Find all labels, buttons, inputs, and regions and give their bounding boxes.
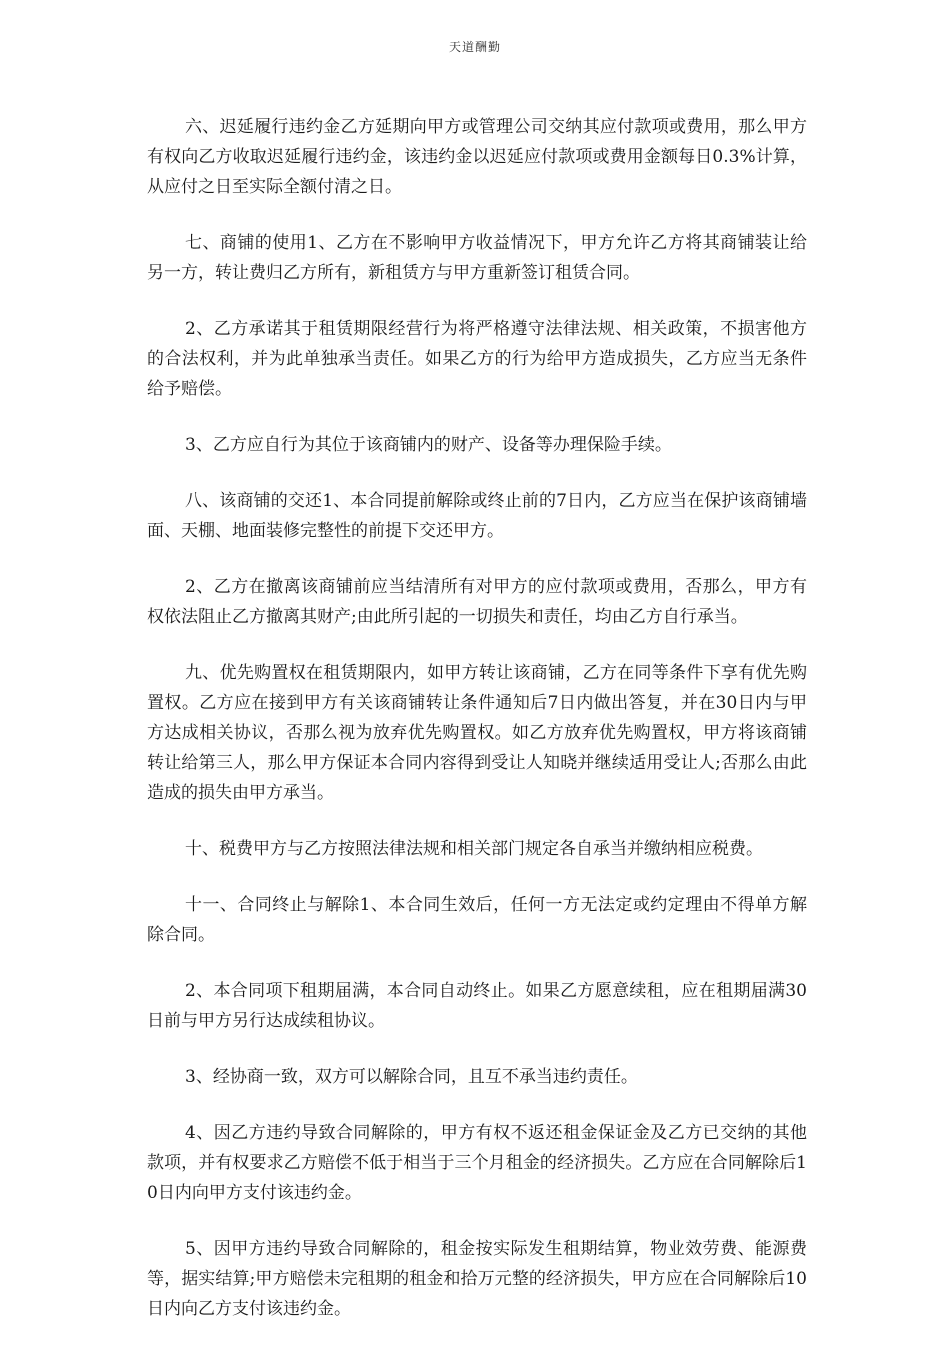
clause-paragraph: 5、因甲方违约导致合同解除的，租金按实际发生租期结算，物业效劳费、能源费等，据实结算;甲方赔偿未完租期的租金和拾万元整的经济损失，甲方应在合同解除后10日内向乙方支付该违约金。 [147, 1239, 807, 1319]
document-body [147, 112, 807, 1350]
page-header: 天道酬勤 [448, 40, 501, 54]
clause-paragraph: 八、该商铺的交还1、本合同提前解除或终止前的7日内，乙方应当在保护该商铺墙面、天棚、地面装修完整性的前提下交还甲方。 [147, 491, 807, 541]
clause-paragraph: 4、因乙方违约导致合同解除的，甲方有权不返还租金保证金及乙方已交纳的其他款项，并有权要求乙方赔偿不低于相当于三个月租金的经济损失。乙方应在合同解除后10日内向甲方支付该违约金。 [147, 1123, 807, 1203]
clause-paragraph: 十、税费甲方与乙方按照法律法规和相关部门规定各自承当并缴纳相应税费。 [185, 839, 763, 859]
clause-paragraph: 六、迟延履行违约金乙方延期向甲方或管理公司交纳其应付款项或费用，那么甲方有权向乙方收取迟延履行违约金，该违约金以迟延应付款项或费用金额每日0.3%计算，从应付之日至实际全额付清之日。 [147, 117, 807, 197]
clause-paragraph: 七、商铺的使用1、乙方在不影响甲方收益情况下，甲方允许乙方将其商铺装让给另一方，转让费归乙方所有，新租赁方与甲方重新签订租赁合同。 [147, 233, 807, 283]
clause-paragraph: 3、乙方应自行为其位于该商铺内的财产、设备等办理保险手续。 [185, 435, 672, 455]
clause-paragraph: 3、经协商一致，双方可以解除合同，且互不承当违约责任。 [185, 1067, 638, 1087]
clause-paragraph: 2、乙方承诺其于租赁期限经营行为将严格遵守法律法规、相关政策，不损害他方的合法权利，并为此单独承当责任。如果乙方的行为给甲方造成损失，乙方应当无条件给予赔偿。 [147, 319, 807, 399]
clause-paragraph: 九、优先购置权在租赁期限内，如甲方转让该商铺，乙方在同等条件下享有优先购置权。乙方应在接到甲方有关该商铺转让条件通知后7日内做出答复，并在30日内与甲方达成相关协议，否那么视为放弃优先购置权。如乙方放弃优先购置权，甲方将该商铺转让给第三人，那么甲方保证本合同内容得到受让人知晓并继续适用受让人;否那么由此造成的损失由甲方承当。 [147, 663, 807, 803]
clause-paragraph: 2、本合同项下租期届满，本合同自动终止。如果乙方愿意续租，应在租期届满30日前与甲方另行达成续租协议。 [147, 981, 807, 1031]
clause-paragraph: 十一、合同终止与解除1、本合同生效后，任何一方无法定或约定理由不得单方解除合同。 [147, 895, 807, 945]
clause-paragraph: 2、乙方在撤离该商铺前应当结清所有对甲方的应付款项或费用，否那么，甲方有权依法阻止乙方撤离其财产;由此所引起的一切损失和责任，均由乙方自行承当。 [147, 577, 807, 627]
